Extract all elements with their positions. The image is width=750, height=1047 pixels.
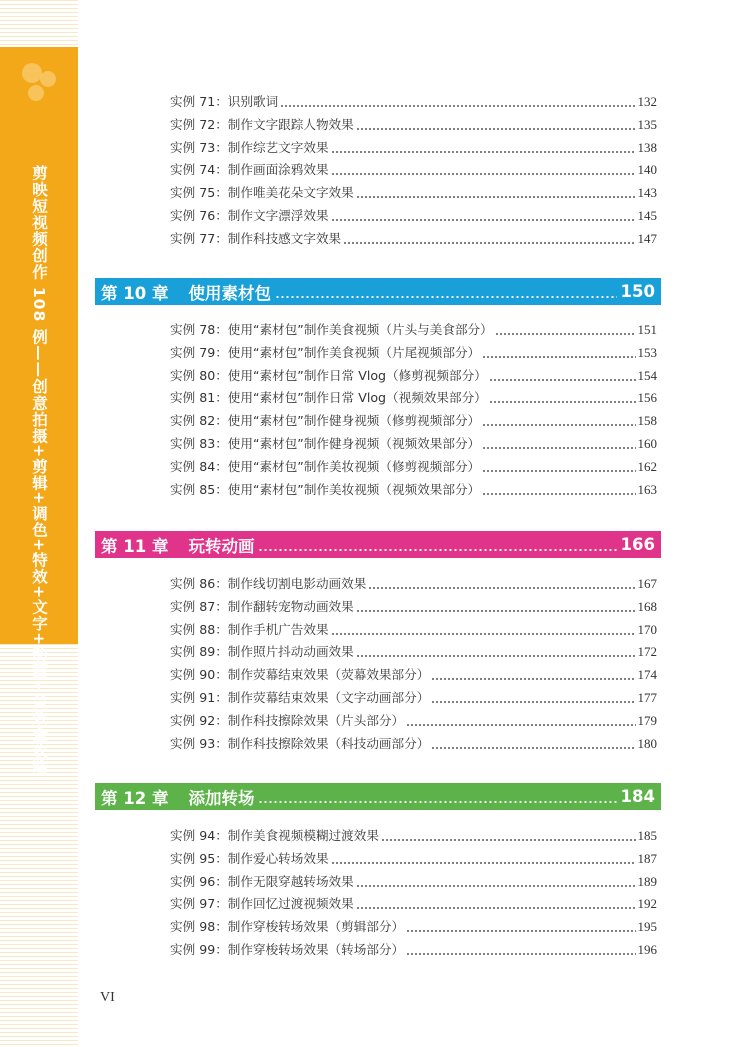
entry-title: 实例 85：使用“素材包”制作美妆视频（视频效果部分） xyxy=(170,481,481,497)
dot-leader xyxy=(482,447,635,449)
hexagon-decoration-icon xyxy=(40,71,56,87)
entry-title: 实例 86：制作线切割电影动画效果 xyxy=(170,576,367,591)
entry-title: 实例 71：识别歌词 xyxy=(170,94,279,109)
entry-page: 143 xyxy=(637,185,657,201)
entry-title: 实例 79：使用“素材包”制作美食视频（片尾视频部分） xyxy=(170,344,481,360)
entry-page: 138 xyxy=(637,139,657,155)
dot-leader xyxy=(356,196,636,198)
entry-page: 153 xyxy=(637,344,657,360)
entry-title: 实例 94：制作美食视频模糊过渡效果 xyxy=(170,828,379,843)
entry-page: 177 xyxy=(637,690,657,705)
chapter-number: 第 10 章 xyxy=(101,283,169,303)
dot-leader xyxy=(482,356,635,358)
entry-title: 实例 77：制作科技感文字效果 xyxy=(170,230,342,246)
entry-page: 174 xyxy=(637,667,657,683)
entry-title: 实例 93：制作科技擦除效果（科技动画部分） xyxy=(170,735,430,751)
entry-title: 实例 88：制作手机广告效果 xyxy=(170,621,329,637)
entry-page: 195 xyxy=(637,919,657,935)
entry-title: 实例 78：使用“素材包”制作美食视频（片头与美食部分） xyxy=(170,322,493,337)
dot-leader xyxy=(356,885,636,887)
entry-page: 160 xyxy=(637,436,657,451)
toc-entry[interactable] xyxy=(170,90,657,110)
toc-entry[interactable] xyxy=(170,158,657,178)
chapter-title: 使用素材包 xyxy=(188,283,271,303)
dot-leader xyxy=(258,801,616,803)
entry-page: 163 xyxy=(637,481,657,497)
toc-entry[interactable] xyxy=(170,618,657,638)
toc-entry[interactable] xyxy=(170,709,657,729)
entry-title: 实例 80：使用“素材包”制作日常 Vlog（修剪视频部分） xyxy=(170,367,487,383)
toc-entry[interactable] xyxy=(170,663,657,683)
chapter-title: 玩转动画 xyxy=(188,536,255,556)
dot-leader xyxy=(356,610,636,612)
dot-leader xyxy=(431,678,635,680)
dot-leader xyxy=(482,470,635,472)
toc-entry[interactable] xyxy=(170,686,657,706)
chapter-page: 184 xyxy=(620,787,655,806)
dot-leader xyxy=(406,724,635,726)
entry-page: 147 xyxy=(637,230,657,246)
entry-title: 实例 73：制作综艺文字效果 xyxy=(170,139,329,155)
toc-entry[interactable] xyxy=(170,113,657,133)
dot-leader xyxy=(331,219,636,221)
entry-title: 实例 76：制作文字漂浮效果 xyxy=(170,208,329,223)
entry-page: 172 xyxy=(637,644,657,660)
entry-title: 实例 90：制作荧幕结束效果（荧幕效果部分） xyxy=(170,667,430,683)
entry-title: 实例 99：制作穿梭转场效果（转场部分） xyxy=(170,942,405,957)
dot-leader xyxy=(280,105,635,107)
chapter-heading[interactable] xyxy=(95,783,661,810)
entry-title: 实例 91：制作荧幕结束效果（文字动画部分） xyxy=(170,690,430,705)
entry-page: 156 xyxy=(637,390,657,406)
dot-leader xyxy=(258,549,616,551)
dot-leader xyxy=(343,242,635,244)
toc-entry[interactable] xyxy=(170,640,657,660)
dot-leader xyxy=(331,862,636,864)
entry-page: 154 xyxy=(637,367,657,383)
entry-title: 实例 92：制作科技擦除效果（片头部分） xyxy=(170,712,405,728)
entry-page: 180 xyxy=(637,735,657,751)
entry-title: 实例 84：使用“素材包”制作美妆视频（修剪视频部分） xyxy=(170,458,481,474)
chapter-heading[interactable] xyxy=(95,531,661,558)
dot-leader xyxy=(356,907,636,909)
entry-page: 145 xyxy=(637,208,657,223)
toc-entry[interactable] xyxy=(170,870,657,890)
toc-entry[interactable] xyxy=(170,915,657,935)
entry-title: 实例 74：制作画面涂鸦效果 xyxy=(170,162,329,178)
toc-entry[interactable] xyxy=(170,455,657,475)
toc-entry[interactable] xyxy=(170,364,657,384)
toc-entry[interactable] xyxy=(170,432,657,452)
dot-leader xyxy=(356,655,636,657)
dot-leader xyxy=(331,151,636,153)
entry-title: 实例 72：制作文字跟踪人物效果 xyxy=(170,116,354,132)
entry-page: 167 xyxy=(637,576,657,591)
entry-page: 158 xyxy=(637,413,657,429)
chapter-title: 添加转场 xyxy=(188,788,255,808)
toc-entry[interactable] xyxy=(170,136,657,156)
side-banner xyxy=(0,47,78,776)
toc-entry[interactable] xyxy=(170,181,657,201)
dot-leader xyxy=(406,930,635,932)
dot-leader xyxy=(495,333,636,335)
hexagon-decoration-icon xyxy=(28,85,44,101)
entry-title: 实例 98：制作穿梭转场效果（剪辑部分） xyxy=(170,919,405,935)
dot-leader xyxy=(489,379,636,381)
dot-leader xyxy=(482,493,635,495)
entry-title: 实例 95：制作爱心转场效果 xyxy=(170,850,329,866)
entry-page: 168 xyxy=(637,598,657,614)
toc-entry[interactable] xyxy=(170,824,657,844)
toc-entry[interactable] xyxy=(170,478,657,498)
entry-title: 实例 89：制作照片抖动动画效果 xyxy=(170,644,354,660)
toc-entry[interactable] xyxy=(170,386,657,406)
toc-entry[interactable] xyxy=(170,227,657,247)
entry-page: 189 xyxy=(637,873,657,889)
dot-leader xyxy=(489,401,636,403)
dot-leader xyxy=(431,701,635,703)
chapter-page: 166 xyxy=(620,535,655,554)
entry-title: 实例 81：使用“素材包”制作日常 Vlog（视频效果部分） xyxy=(170,390,487,406)
toc-entry[interactable] xyxy=(170,204,657,224)
toc-entry[interactable] xyxy=(170,938,657,958)
entry-title: 实例 87：制作翻转宠物动画效果 xyxy=(170,598,354,614)
hexagon-decoration-icon xyxy=(22,63,42,83)
entry-page: 179 xyxy=(637,712,657,728)
toc-entry[interactable] xyxy=(170,732,657,752)
chapter-page: 150 xyxy=(620,282,655,301)
entry-title: 实例 75：制作唯美花朵文字效果 xyxy=(170,185,354,201)
toc-entry[interactable] xyxy=(170,572,657,592)
dot-leader xyxy=(431,747,635,749)
entry-page: 151 xyxy=(637,322,657,337)
toc-entry[interactable] xyxy=(170,847,657,867)
page-number: VI xyxy=(100,990,115,1005)
book-title-vertical: 剪映短视频创作 108 例——创意拍摄+剪辑+调色+特效+文字+动画+音效全攻略 xyxy=(30,165,48,776)
dot-leader xyxy=(381,839,636,841)
entry-page: 170 xyxy=(637,621,657,637)
dot-leader xyxy=(356,128,636,130)
entry-title: 实例 83：使用“素材包”制作健身视频（视频效果部分） xyxy=(170,436,481,451)
chapter-number: 第 12 章 xyxy=(101,788,169,808)
toc-entry[interactable] xyxy=(170,595,657,615)
entry-title: 实例 96：制作无限穿越转场效果 xyxy=(170,873,354,889)
dot-leader xyxy=(275,296,617,298)
toc-entry[interactable] xyxy=(170,318,657,338)
entry-page: 132 xyxy=(637,94,657,109)
entry-page: 185 xyxy=(637,828,657,843)
toc-entry[interactable] xyxy=(170,892,657,912)
toc-entry[interactable] xyxy=(170,409,657,429)
dot-leader xyxy=(331,173,636,175)
chapter-number: 第 11 章 xyxy=(101,536,169,556)
dot-leader xyxy=(368,587,635,589)
entry-title: 实例 82：使用“素材包”制作健身视频（修剪视频部分） xyxy=(170,413,481,429)
dot-leader xyxy=(406,953,635,955)
entry-title: 实例 97：制作回忆过渡视频效果 xyxy=(170,896,354,912)
entry-page: 192 xyxy=(637,896,657,912)
toc-entry[interactable] xyxy=(170,341,657,361)
entry-page: 162 xyxy=(637,458,657,474)
entry-page: 187 xyxy=(637,850,657,866)
entry-page: 140 xyxy=(637,162,657,178)
entry-page: 135 xyxy=(637,116,657,132)
chapter-heading[interactable] xyxy=(95,278,661,305)
entry-page: 196 xyxy=(637,942,657,957)
dot-leader xyxy=(331,633,636,635)
dot-leader xyxy=(482,424,635,426)
